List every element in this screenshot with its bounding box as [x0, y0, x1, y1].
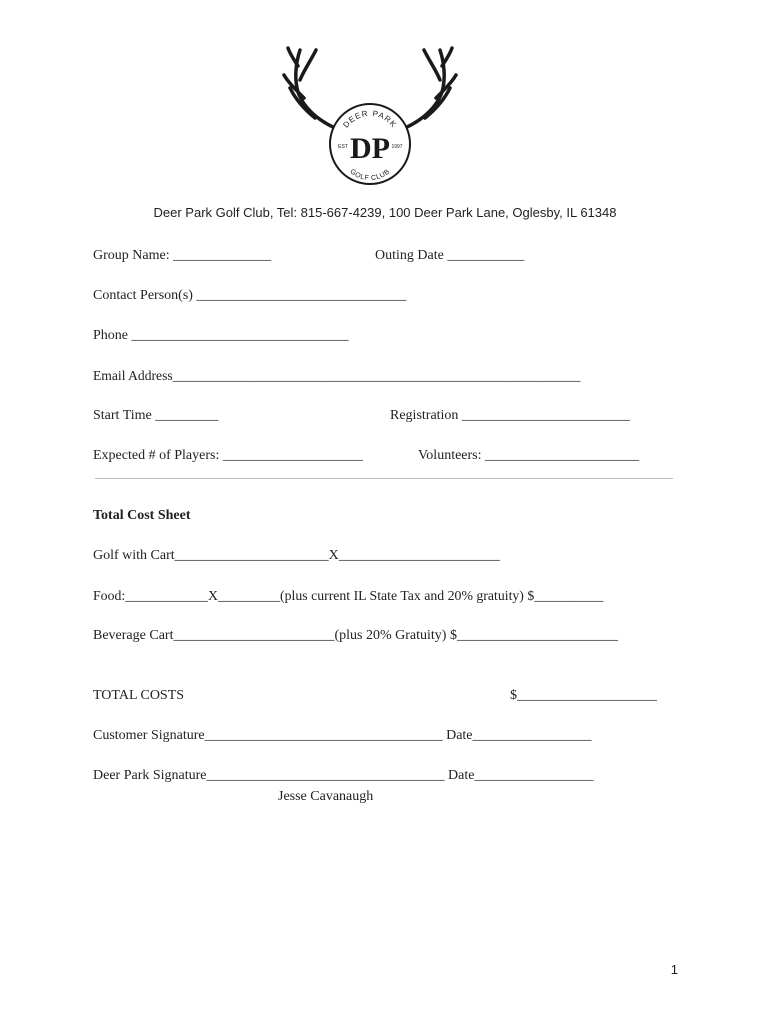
golf-with-cart-line[interactable]: Golf with Cart______________________X_______________________ [93, 548, 500, 563]
logo-sub: GOLF CLUB [348, 168, 392, 183]
deer-park-signature-line[interactable]: Deer Park Signature__________________________________ Date_________________ [93, 768, 594, 783]
total-costs-label: TOTAL COSTS [93, 688, 185, 703]
food-line[interactable]: Food:____________X_________(plus current IL State Tax and 20% gratuity) $__________ [93, 588, 604, 603]
cost-sheet-title: Total Cost Sheet [93, 508, 191, 523]
outing-date-field[interactable]: Outing Date ___________ [375, 248, 525, 263]
logo-year: 1997 [391, 144, 403, 150]
club-contact-header: Deer Park Golf Club, Tel: 815-667-4239, 100 Deer Park Lane, Oglesby, IL 61348 [153, 205, 617, 220]
logo-est-label: EST [338, 144, 348, 150]
logo-name: DEER PARK [341, 108, 399, 130]
expected-players-field[interactable]: Expected # of Players: ____________________ [93, 448, 363, 463]
volunteers-field[interactable]: Volunteers: ______________________ [418, 448, 640, 463]
phone-field[interactable]: Phone _______________________________ [93, 328, 349, 343]
registration-field[interactable]: Registration ________________________ [390, 408, 630, 423]
deer-park-logo [270, 40, 470, 190]
page-number: 1 [670, 962, 678, 977]
start-time-field[interactable]: Start Time _________ [93, 408, 219, 423]
logo-monogram: DP [350, 132, 390, 165]
section-divider [95, 478, 673, 479]
email-address-field[interactable]: Email Address____________________________________________________________ [93, 368, 581, 383]
beverage-cart-line[interactable]: Beverage Cart_______________________(plus 20% Gratuity) $_______________________ [93, 628, 618, 643]
customer-signature-line[interactable]: Customer Signature__________________________________ Date_________________ [93, 728, 592, 743]
group-name-field[interactable]: Group Name: ______________ [93, 248, 272, 263]
signer-name: Jesse Cavanaugh [278, 789, 374, 804]
total-costs-field[interactable]: $____________________ [510, 688, 657, 703]
contact-person-field[interactable]: Contact Person(s) ______________________________ [93, 288, 407, 303]
